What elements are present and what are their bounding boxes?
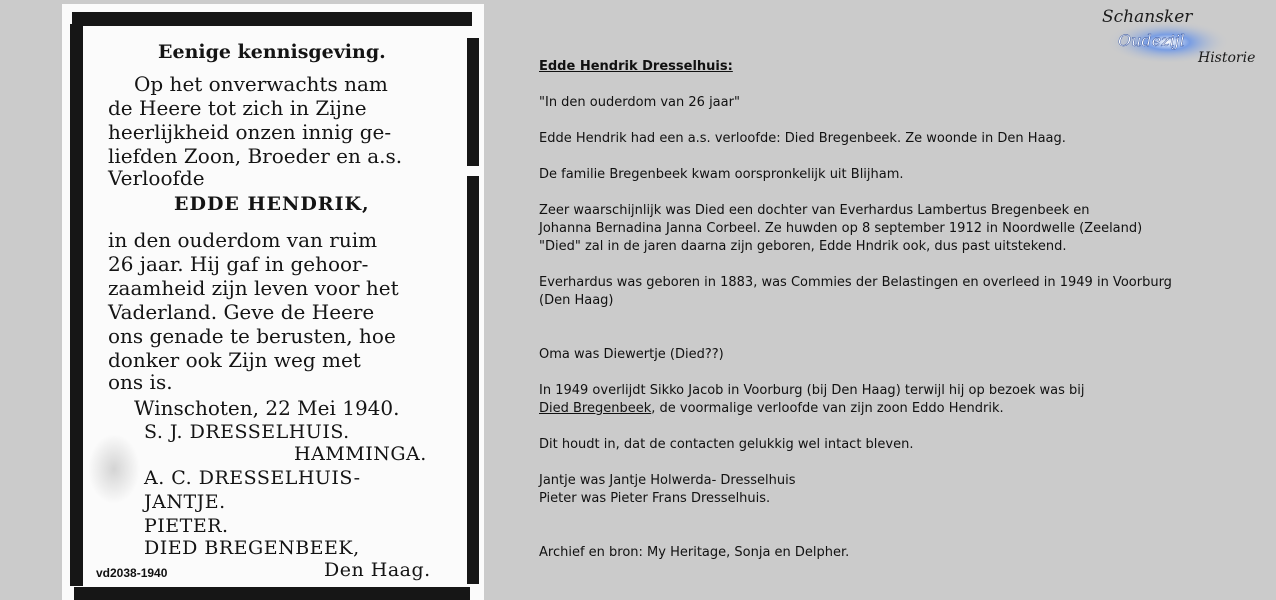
paragraph xyxy=(539,382,1239,418)
paragraph xyxy=(539,274,1239,310)
paragraph-line: In 1949 overlijdt Sikko Jacob in Voorburg (bij Den Haag) terwijl hij op bezoek was bij xyxy=(539,383,1085,398)
paragraph-line: Zeer waarschijnlijk was Died een dochter van Everhardus Lambertus Bregenbeek en xyxy=(539,203,1090,218)
paragraph xyxy=(539,202,1239,256)
paragraph-line: "Died" zal in de jaren daarna zijn geboren, Edde Hndrik ook, dus past uitstekend. xyxy=(539,239,1067,254)
signature-line: A. C. DRESSELHUIS- xyxy=(144,467,361,489)
paragraph: Oma was Diewertje (Died??) xyxy=(539,347,724,362)
signature-line: PIETER. xyxy=(144,515,229,537)
signature-line: S. J. DRESSELHUIS. xyxy=(144,421,350,443)
announcement-line: zaamheid zijn leven voor het xyxy=(108,276,399,300)
schansker-oudezijl-historie-logo[interactable] xyxy=(1100,4,1270,70)
border-rule-left xyxy=(70,24,83,586)
border-rule-bottom xyxy=(74,587,470,600)
paragraph: De familie Bregenbeek kwam oorspronkelijk uit Blijham. xyxy=(539,167,904,182)
logo-text: Historie xyxy=(1198,50,1256,66)
announcement-line: heerlijkheid onzen innig ge- xyxy=(108,120,392,144)
paragraph: Dit houdt in, dat de contacten gelukkig wel intact bleven. xyxy=(539,437,914,452)
announcement-line: ons genade te berusten, hoe xyxy=(108,324,396,348)
paragraph-line: Johanna Bernadina Janna Corbeel. Ze huwden op 8 september 1912 in Noordwelle (Zeeland) xyxy=(539,221,1143,236)
newspaper-clipping xyxy=(62,4,484,600)
border-rule-top xyxy=(72,12,472,26)
paragraph-line: Pieter was Pieter Frans Dresselhuis. xyxy=(539,491,771,506)
signature-line: HAMMINGA. xyxy=(294,443,427,465)
paragraph-line: , de voormalige verloofde van zijn zoon Eddo Hendrik. xyxy=(651,401,1004,416)
paragraph-line: (Den Haag) xyxy=(539,293,614,308)
archive-code: vd2038-1940 xyxy=(96,566,168,580)
signature-line: Den Haag. xyxy=(324,559,431,581)
paragraph-line: Everhardus was geboren in 1883, was Commies der Belastingen en overleed in 1949 in Voorburg xyxy=(539,275,1172,290)
paragraph xyxy=(539,472,1239,508)
announcement-line: 26 jaar. Hij gaf in gehoor- xyxy=(108,252,369,276)
paper-smudge xyxy=(88,434,140,504)
signature-line: JANTJE. xyxy=(144,491,226,513)
border-rule-right xyxy=(467,176,479,584)
announcement-line: de Heere tot zich in Zijne xyxy=(108,96,367,120)
announcement-line: donker ook Zijn weg met xyxy=(108,348,361,372)
deceased-name: EDDE HENDRIK, xyxy=(174,193,370,215)
paragraph-line: Jantje was Jantje Holwerda- Dresselhuis xyxy=(539,473,796,488)
logo-text: Schansker xyxy=(1102,7,1193,27)
announcement-line: in den ouderdom van ruim xyxy=(108,228,378,252)
died-bregenbeek-link[interactable]: Died Bregenbeek xyxy=(539,401,652,416)
source-line: Archief en bron: My Heritage, Sonja en Delpher. xyxy=(539,545,850,560)
page-title: Edde Hendrik Dresselhuis: xyxy=(539,59,733,74)
border-rule-right xyxy=(467,38,479,166)
paragraph: Edde Hendrik had een a.s. verloofde: Died Bregenbeek. Ze woonde in Den Haag. xyxy=(539,131,1066,146)
announcement-line: Verloofde xyxy=(108,166,205,190)
announcement-line: liefden Zoon, Broeder en a.s. xyxy=(108,144,403,168)
signature-line: DIED BREGENBEEK, xyxy=(144,537,360,559)
quote: "In den ouderdom van 26 jaar" xyxy=(539,95,740,110)
announcement-line: Op het onverwachts nam xyxy=(134,72,388,96)
announcement-heading: Eenige kennisgeving. xyxy=(158,41,386,63)
announcement-line: ons is. xyxy=(108,370,173,394)
logo-text: Oudezijl xyxy=(1118,31,1185,50)
announcement-line: Vaderland. Geve de Heere xyxy=(108,300,375,324)
notes-panel xyxy=(539,58,1239,580)
place-date: Winschoten, 22 Mei 1940. xyxy=(134,396,400,420)
